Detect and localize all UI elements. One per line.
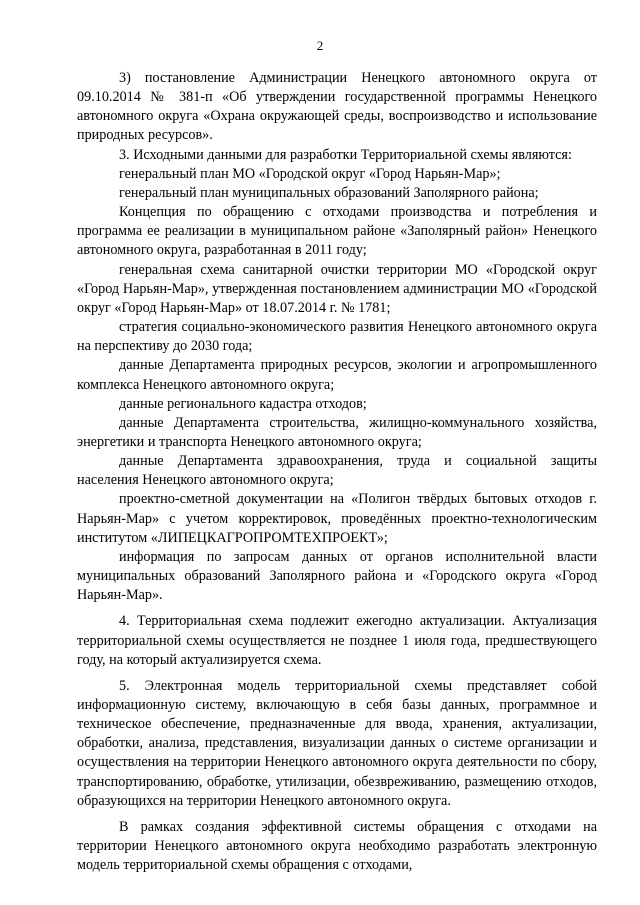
paragraph-annual-update: 4. Территориальная схема подлежит ежегодно актуализации. Актуализация территориальной схемы осуществляется не позднее 1 июля года, предшествующего году, на который актуализируется схема.: [77, 613, 597, 668]
paragraph-resolution-381p: 3) постановление Администрации Ненецкого автономного округа от 09.10.2014 № 381-п «Об утверждении государственной программы Ненецкого автономного округа «Охрана окружающей среды, воспроизводство и использование природных ресурсов».: [77, 70, 597, 144]
list-item-general-plan-zapolyarny: генеральный план муниципальных образований Заполярного района;: [119, 184, 539, 201]
paragraph-spacer: [77, 670, 597, 677]
list-item-health-dept: данные Департамента здравоохранения, труда и социальной защиты населения Ненецкого автономного округа;: [77, 453, 597, 489]
document-body: [77, 69, 597, 875]
list-item-construction-dept: данные Департамента строительства, жилищно-коммунального хозяйства, энергетики и транспорта Ненецкого автономного округа;: [77, 414, 597, 450]
list-item-natural-resources-dept: данные Департамента природных ресурсов, экологии и агропромышленного комплекса Ненецкого автономного округа;: [77, 357, 597, 393]
paragraph-source-data-intro: 3. Исходными данными для разработки Территориальной схемы являются:: [119, 146, 572, 163]
list-item-waste-concept: Концепция по обращению с отходами производства и потребления и программа ее реализации в муниципальном районе «Заполярный район» Ненецкого автономного округа, разработанная в 2011 году;: [77, 204, 597, 259]
list-item-general-plan-naryan-mar: генеральный план МО «Городской округ «Город Нарьян-Мар»;: [119, 165, 501, 182]
list-item-landfill-project: проектно-сметной документации на «Полигон твёрдых бытовых отходов г. Нарьян-Мар» с учетом корректировок, проведённых проектно-технологическим институтом «ЛИПЕЦКАГРОПРОМТЕХПРОЕКТ»;: [77, 491, 597, 546]
paragraph-efficient-system: В рамках создания эффективной системы обращения с отходами на территории Ненецкого автономного округа необходимо разработать электронную модель территориальной схемы обращения с отходами,: [77, 818, 597, 874]
page-number: 2: [316, 38, 324, 53]
list-item-waste-cadastre: данные регионального кадастра отходов;: [119, 395, 367, 412]
paragraph-electronic-model: 5. Электронная модель территориальной схемы представляет собой информационную систему, включающую в себя базы данных, программное и техническое обеспечение, предназначенные для ввода, хранения, актуализации, обработки, анализа, представления, визуализации данных о системе организации и осуществления на территории Ненецкого автономного округа деятельности по сбору, транспортированию, обработке, утилизации, обезвреживанию, размещению отходов, образующихся на территории Ненецкого автономного округа.: [77, 677, 597, 809]
list-item-authority-requests: информация по запросам данных от органов исполнительной власти муниципальных образований Заполярного района и «Городского округа «Город Нарьян-Мар».: [77, 548, 597, 604]
list-item-sanitary-scheme: генеральная схема санитарной очистки территории МО «Городской округ «Город Нарьян-Мар», утвержденная постановлением администрации МО «Городской округ «Город Нарьян-Мар» от 18.07.2014 г. № 1781;: [77, 261, 597, 316]
paragraph-spacer: [77, 605, 597, 612]
list-item-development-strategy: стратегия социально-экономического развития Ненецкого автономного округа на перспективу до 2030 года;: [77, 319, 597, 355]
paragraph-spacer: [77, 811, 597, 818]
